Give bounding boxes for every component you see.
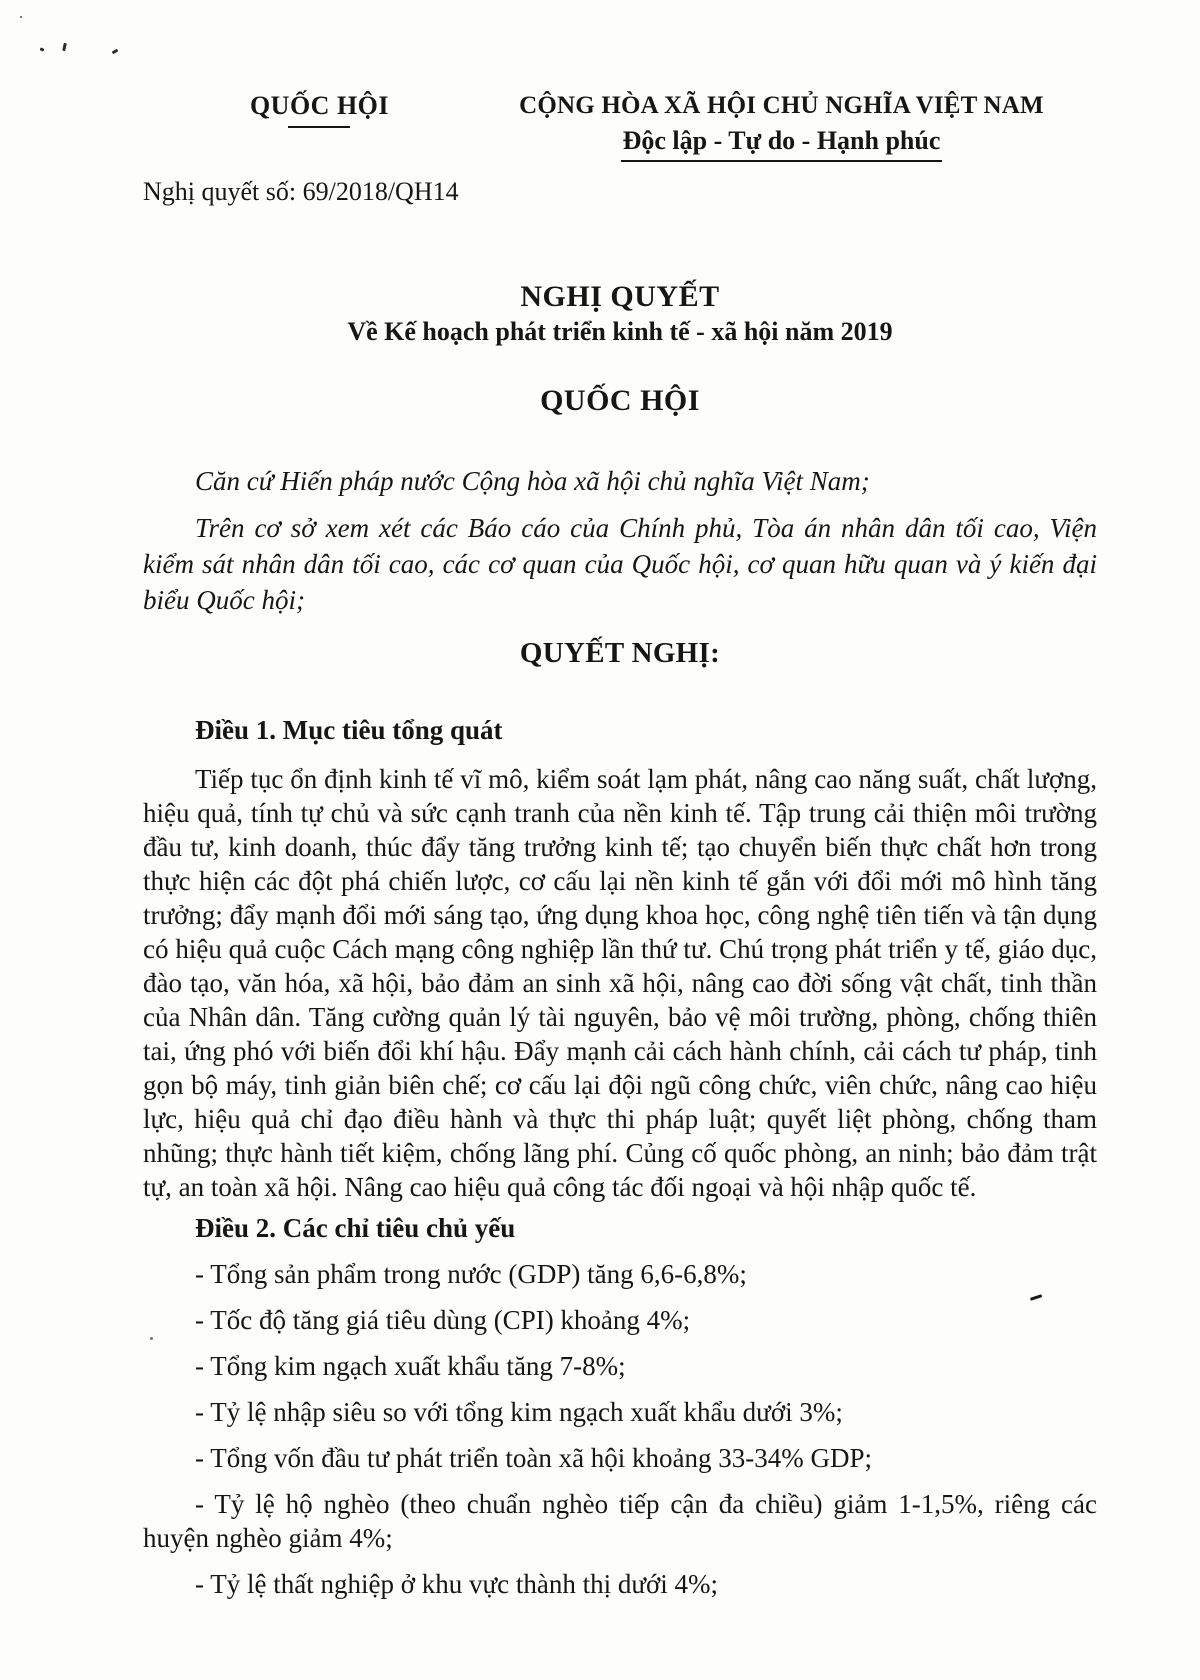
- article-2-item-2: - Tốc độ tăng giá tiêu dùng (CPI) khoảng 4%;: [195, 1305, 691, 1335]
- article-2-item-7: - Tỷ lệ thất nghiệp ở khu vực thành thị dưới 4%;: [195, 1569, 718, 1599]
- document-content: [143, 0, 1097, 1613]
- issuer-heading: QUỐC HỘI: [540, 384, 700, 417]
- header-left-block: [143, 92, 496, 162]
- article-2-item-3: - Tổng kim ngạch xuất khẩu tăng 7-8%;: [195, 1351, 626, 1381]
- doc-number: Nghị quyết số: 69/2018/QH14: [143, 177, 459, 206]
- scan-speck: [62, 43, 67, 51]
- resolution-title: NGHỊ QUYẾT: [520, 280, 720, 313]
- preamble: [143, 463, 1097, 618]
- national-motto: Độc lập - Tự do - Hạnh phúc: [621, 126, 943, 162]
- issuing-authority-underline: [288, 126, 350, 128]
- preamble-line-2: Trên cơ sở xem xét các Báo cáo của Chính phủ, Tòa án nhân dân tối cao, Viện kiểm sát nhân dân tối cao, các cơ quan của Quốc hội, cơ quan hữu quan và ý kiến đại biểu Quốc hội;: [143, 513, 1097, 615]
- article-2-items: [143, 1257, 1097, 1601]
- document-header: [143, 0, 1097, 162]
- article-2-item-4: - Tỷ lệ nhập siêu so với tổng kim ngạch xuất khẩu dưới 3%;: [195, 1397, 843, 1427]
- article-2-item-1: - Tổng sản phẩm trong nước (GDP) tăng 6,6-6,8%;: [195, 1259, 747, 1289]
- article-2-item-5: - Tổng vốn đầu tư phát triển toàn xã hội khoảng 33-34% GDP;: [195, 1443, 873, 1473]
- resolve-heading: QUYẾT NGHỊ:: [519, 637, 721, 669]
- scan-speck: [40, 47, 45, 51]
- issuing-authority: QUỐC HỘI: [249, 91, 390, 120]
- national-title: CỘNG HÒA XÃ HỘI CHỦ NGHĨA VIỆT NAM: [519, 92, 1044, 119]
- scan-speck: [112, 49, 119, 55]
- article-2-item-6: - Tỷ lệ hộ nghèo (theo chuẩn nghèo tiếp cận đa chiều) giảm 1-1,5%, riêng các huyện nghèo giảm 4%;: [143, 1489, 1097, 1553]
- article-2-heading: Điều 2. Các chỉ tiêu chủ yếu: [195, 1213, 516, 1243]
- article-1-body: Tiếp tục ổn định kinh tế vĩ mô, kiểm soát lạm phát, nâng cao năng suất, chất lượng, hiệu quả, tính tự chủ và sức cạnh tranh của nền kinh tế. Tập trung cải thiện môi trường đầu tư, kinh doanh, thúc đẩy tăng trưởng kinh tế; tạo chuyển biến thực chất hơn trong thực hiện các đột phá chiến lược, cơ cấu lại nền kinh tế gắn với đổi mới mô hình tăng trưởng; đẩy mạnh đổi mới sáng tạo, ứng dụng khoa học, công nghệ tiên tiến và tận dụng có hiệu quả cuộc Cách mạng công nghiệp lần thứ tư. Chú trọng phát triển y tế, giáo dục, đào tạo, văn hóa, xã hội, bảo đảm an sinh xã hội, nâng cao đời sống vật chất, tinh thần của Nhân dân. Tăng cường quản lý tài nguyên, bảo vệ môi trường, phòng, chống thiên tai, ứng phó với biến đổi khí hậu. Đẩy mạnh cải cách hành chính, cải cách tư pháp, tinh gọn bộ máy, tinh giản biên chế; cơ cấu lại đội ngũ công chức, viên chức, nâng cao hiệu lực, hiệu quả chỉ đạo điều hành và thực thi pháp luật; quyết liệt phòng, chống tham nhũng; thực hành tiết kiệm, chống lãng phí. Củng cố quốc phòng, an ninh; bảo đảm trật tự, an toàn xã hội. Nâng cao hiệu quả công tác đối ngoại và hội nhập quốc tế.: [143, 764, 1097, 1202]
- header-right-block: [496, 92, 1097, 162]
- preamble-line-1: Căn cứ Hiến pháp nước Cộng hòa xã hội chủ nghĩa Việt Nam;: [195, 466, 870, 496]
- article-1-heading: Điều 1. Mục tiêu tổng quát: [195, 715, 503, 745]
- resolution-subject: Về Kế hoạch phát triển kinh tế - xã hội năm 2019: [347, 317, 893, 346]
- scan-speck: [20, 16, 22, 18]
